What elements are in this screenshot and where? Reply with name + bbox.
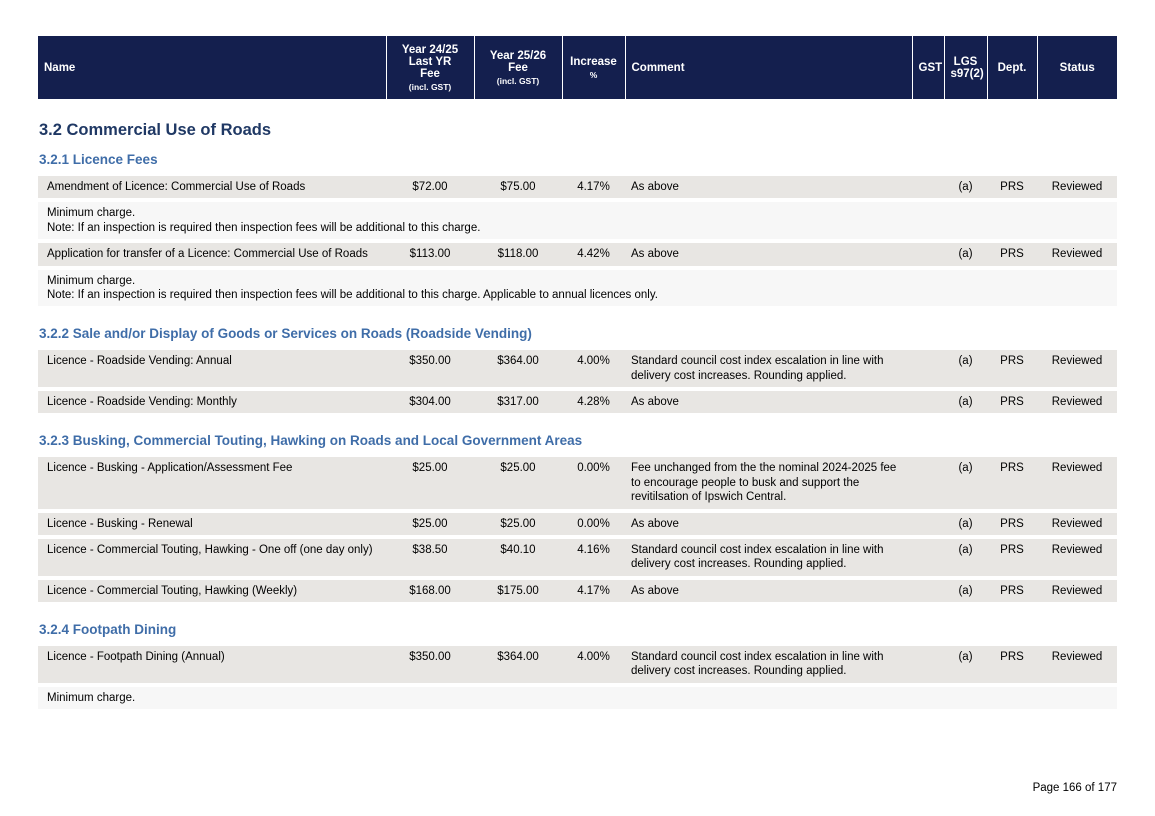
cell-fee: $25.00 <box>500 517 536 530</box>
cell-status: Reviewed <box>1051 651 1103 663</box>
cell-last-year-fee: $38.50 <box>412 543 448 556</box>
cell-dept: PRS <box>1000 396 1024 408</box>
column-header-lgs: LGS s97(2) <box>944 36 987 99</box>
column-header-fee: Year 25/26 Fee (incl. GST) <box>474 36 562 99</box>
cell-fee: $175.00 <box>497 584 539 597</box>
table-row <box>38 539 1117 576</box>
table-row <box>38 243 1117 265</box>
subsection-heading: 3.2.3 Busking, Commercial Touting, Hawking on Roads and Local Government Areas <box>39 433 583 449</box>
column-header-increase: Increase % <box>562 36 625 99</box>
row-group <box>38 176 1117 310</box>
cell-dept: PRS <box>1000 462 1024 475</box>
cell-last-year-fee: $350.00 <box>409 651 451 663</box>
cell-increase: 4.00% <box>577 651 610 663</box>
row-spacer <box>38 306 1117 310</box>
row-spacer <box>38 709 1117 713</box>
cell-last-year-fee: $25.00 <box>412 462 448 475</box>
cell-lgs: (a) <box>958 355 973 368</box>
row-spacer <box>38 602 1117 606</box>
cell-gst <box>912 391 944 399</box>
cell-dept: PRS <box>1000 543 1024 556</box>
cell-status: Reviewed <box>1051 248 1103 261</box>
cell-comment: Standard council cost index escalation in line with delivery cost increases. Rounding applied. <box>631 355 884 382</box>
cell-last-year-fee: $25.00 <box>412 517 448 530</box>
cell-dept: PRS <box>1000 517 1024 530</box>
cell-gst <box>912 176 944 184</box>
cell-status: Reviewed <box>1051 181 1103 193</box>
cell-comment: As above <box>631 248 679 261</box>
row-group <box>38 646 1117 713</box>
cell-lgs: (a) <box>958 584 973 597</box>
cell-dept: PRS <box>1000 181 1024 193</box>
cell-increase: 0.00% <box>577 517 610 530</box>
page-footer: Page 166 of 177 <box>1032 782 1117 794</box>
cell-gst <box>912 539 944 547</box>
cell-name: Amendment of Licence: Commercial Use of Roads <box>47 181 306 193</box>
cell-comment: Fee unchanged from the the nominal 2024-2025 fee to encourage people to busk and support the revitilsation of Ipswich Central. <box>631 462 897 504</box>
cell-fee: $364.00 <box>497 355 539 368</box>
cell-gst <box>912 646 944 654</box>
cell-name: Application for transfer of a Licence: Commercial Use of Roads <box>47 248 368 261</box>
note-text: Minimum charge. Note: If an inspection is required then inspection fees will be additional to this charge. <box>47 207 481 234</box>
cell-increase: 4.00% <box>577 355 610 368</box>
column-header-gst: GST <box>912 36 944 99</box>
cell-dept: PRS <box>1000 584 1024 597</box>
cell-last-year-fee: $113.00 <box>409 248 451 261</box>
cell-status: Reviewed <box>1051 517 1103 530</box>
cell-status: Reviewed <box>1051 462 1103 475</box>
cell-name: Licence - Footpath Dining (Annual) <box>47 651 225 663</box>
column-header-status: Status <box>1037 36 1117 99</box>
column-header-dept: Dept. <box>987 36 1037 99</box>
subsection-heading: 3.2.1 Licence Fees <box>39 152 158 167</box>
cell-increase: 4.17% <box>577 584 610 597</box>
cell-last-year-fee: $72.00 <box>412 181 448 193</box>
cell-fee: $364.00 <box>497 651 539 663</box>
cell-lgs: (a) <box>958 651 973 663</box>
table-note-row <box>38 270 1117 307</box>
table-row <box>38 350 1117 387</box>
column-header-name: Name <box>38 36 386 99</box>
cell-comment: As above <box>631 181 679 193</box>
cell-comment: As above <box>631 584 679 597</box>
fees-table-body <box>38 121 1117 713</box>
cell-name: Licence - Busking - Renewal <box>47 517 193 530</box>
table-row <box>38 646 1117 683</box>
cell-status: Reviewed <box>1051 584 1103 597</box>
cell-fee: $317.00 <box>497 396 539 408</box>
table-row <box>38 457 1117 508</box>
cell-lgs: (a) <box>958 543 973 556</box>
cell-increase: 4.28% <box>577 396 610 408</box>
table-header-row <box>38 36 1117 99</box>
column-header-comment: Comment <box>625 36 912 99</box>
document-page <box>38 36 1117 713</box>
cell-dept: PRS <box>1000 248 1024 261</box>
cell-name: Licence - Commercial Touting, Hawking - One off (one day only) <box>47 543 373 556</box>
note-text: Minimum charge. <box>47 691 136 704</box>
cell-lgs: (a) <box>958 462 973 475</box>
cell-lgs: (a) <box>958 248 973 261</box>
row-group <box>38 350 1117 417</box>
table-row <box>38 176 1117 198</box>
cell-dept: PRS <box>1000 651 1024 663</box>
cell-gst <box>912 457 944 465</box>
cell-increase: 0.00% <box>577 462 610 475</box>
cell-status: Reviewed <box>1051 543 1103 556</box>
cell-name: Licence - Commercial Touting, Hawking (Weekly) <box>47 584 298 597</box>
cell-lgs: (a) <box>958 396 973 408</box>
cell-status: Reviewed <box>1051 396 1103 408</box>
table-row <box>38 391 1117 413</box>
cell-name: Licence - Busking - Application/Assessment Fee <box>47 462 293 475</box>
fees-table-header <box>38 36 1117 99</box>
cell-status: Reviewed <box>1051 355 1103 368</box>
cell-gst <box>912 243 944 251</box>
section-heading: 3.2 Commercial Use of Roads <box>39 121 271 139</box>
table-row <box>38 580 1117 602</box>
cell-name: Licence - Roadside Vending: Monthly <box>47 396 237 408</box>
row-group <box>38 457 1117 606</box>
cell-fee: $75.00 <box>500 181 536 193</box>
subsection-heading: 3.2.4 Footpath Dining <box>39 622 177 637</box>
cell-comment: As above <box>631 517 679 530</box>
cell-comment: As above <box>631 396 679 408</box>
cell-dept: PRS <box>1000 355 1024 368</box>
row-spacer <box>38 413 1117 417</box>
cell-last-year-fee: $168.00 <box>409 584 451 597</box>
cell-lgs: (a) <box>958 517 973 530</box>
table-row <box>38 513 1117 535</box>
cell-increase: 4.17% <box>577 181 610 193</box>
cell-increase: 4.16% <box>577 543 610 556</box>
cell-comment: Standard council cost index escalation in line with delivery cost increases. Rounding applied. <box>631 651 884 678</box>
cell-fee: $25.00 <box>500 462 536 475</box>
cell-gst <box>912 513 944 521</box>
column-header-last-year-fee: Year 24/25 Last YR Fee (incl. GST) <box>386 36 474 99</box>
cell-increase: 4.42% <box>577 248 610 261</box>
table-note-row <box>38 202 1117 239</box>
cell-fee: $40.10 <box>500 543 536 556</box>
cell-comment: Standard council cost index escalation in line with delivery cost increases. Rounding applied. <box>631 543 884 571</box>
table-note-row <box>38 687 1117 709</box>
cell-lgs: (a) <box>958 181 973 193</box>
cell-last-year-fee: $350.00 <box>409 355 451 368</box>
cell-name: Licence - Roadside Vending: Annual <box>47 355 232 368</box>
cell-fee: $118.00 <box>497 248 539 261</box>
cell-gst <box>912 580 944 588</box>
cell-gst <box>912 350 944 358</box>
note-text: Minimum charge. Note: If an inspection is required then inspection fees will be additional to this charge. Applicable to annual licences only. <box>47 274 658 301</box>
cell-last-year-fee: $304.00 <box>409 396 451 408</box>
subsection-heading: 3.2.2 Sale and/or Display of Goods or Services on Roads (Roadside Vending) <box>39 326 532 342</box>
